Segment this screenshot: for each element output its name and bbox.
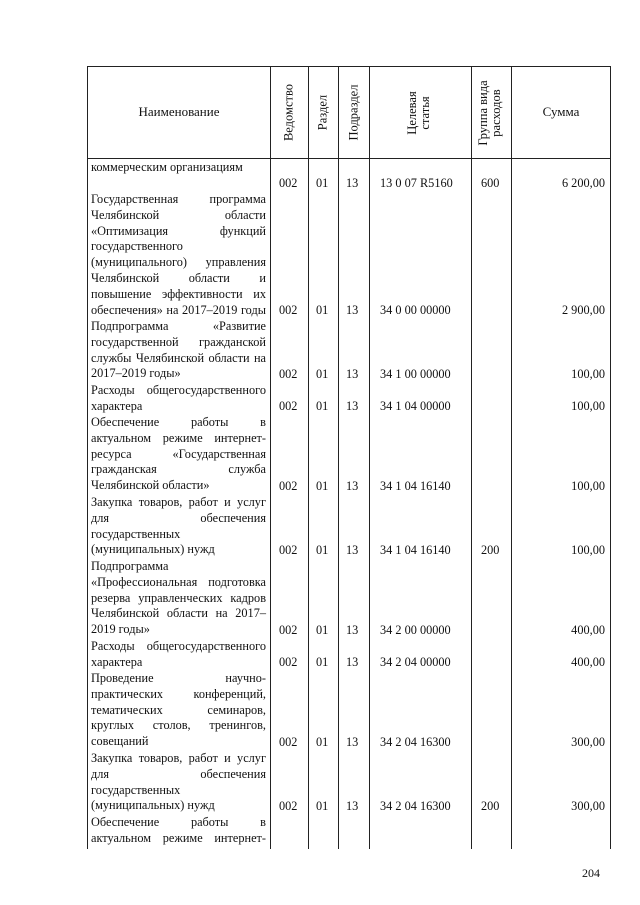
row-name: Закупка товаров, работ и услуг для обеспечения государственных (муниципальных) нужд bbox=[91, 751, 266, 813]
col-border-article bbox=[471, 66, 472, 849]
row-name: Подпрограмма «Развитие государственной гражданской службы Челябинской области на 2017–2019 годы» bbox=[91, 319, 266, 381]
row-name: Обеспечение работы в актуальном режиме интернет-ресурса «Государственная гражданская служба Челябинской области» bbox=[91, 415, 266, 493]
row-group: 200 bbox=[481, 543, 500, 557]
row-section: 01 bbox=[316, 655, 329, 669]
row-subsection: 13 bbox=[346, 399, 359, 413]
row-department: 002 bbox=[279, 735, 298, 749]
row-group: 600 bbox=[481, 176, 500, 190]
row-department: 002 bbox=[279, 479, 298, 493]
row-section: 01 bbox=[316, 367, 329, 381]
row-sum: 400,00 bbox=[571, 655, 605, 669]
row-sum: 400,00 bbox=[571, 623, 605, 637]
row-subsection: 13 bbox=[346, 623, 359, 637]
row-subsection: 13 bbox=[346, 367, 359, 381]
row-sum: 6 200,00 bbox=[561, 176, 605, 190]
row-sum: 100,00 bbox=[571, 367, 605, 381]
row-article: 34 2 04 16300 bbox=[380, 799, 451, 813]
row-section: 01 bbox=[316, 543, 329, 557]
row-subsection: 13 bbox=[346, 303, 359, 317]
row-subsection: 13 bbox=[346, 655, 359, 669]
row-department: 002 bbox=[279, 176, 298, 190]
row-article: 34 2 04 16300 bbox=[380, 735, 451, 749]
row-department: 002 bbox=[279, 655, 298, 669]
row-subsection: 13 bbox=[346, 799, 359, 813]
header-target-article bbox=[406, 69, 434, 157]
row-department: 002 bbox=[279, 399, 298, 413]
row-section: 01 bbox=[316, 479, 329, 493]
header-name: Наименование bbox=[138, 104, 220, 119]
header-section: Раздел bbox=[315, 94, 330, 131]
header-target-article-line2: статья bbox=[418, 96, 432, 130]
row-department: 002 bbox=[279, 799, 298, 813]
row-section: 01 bbox=[316, 799, 329, 813]
col-border-dept bbox=[308, 66, 309, 849]
row-article: 13 0 07 R5160 bbox=[380, 176, 453, 190]
row-name: коммерческим организациям bbox=[91, 160, 243, 174]
col-border-subsection bbox=[369, 66, 370, 849]
row-group: 200 bbox=[481, 799, 500, 813]
col-border-left bbox=[87, 66, 88, 849]
row-article: 34 2 00 00000 bbox=[380, 623, 451, 637]
row-name: Подпрограмма «Профессиональная подготовка резерва управленческих кадров Челябинской области на 2017–2019 годы» bbox=[91, 559, 266, 637]
col-border-section bbox=[338, 66, 339, 849]
row-department: 002 bbox=[279, 367, 298, 381]
row-section: 01 bbox=[316, 303, 329, 317]
row-sum: 100,00 bbox=[571, 479, 605, 493]
row-name: Расходы общегосударственного характера bbox=[91, 383, 266, 413]
row-section: 01 bbox=[316, 399, 329, 413]
row-sum: 100,00 bbox=[571, 399, 605, 413]
header-expense-group-line2: расходов bbox=[489, 89, 503, 137]
row-article: 34 1 04 00000 bbox=[380, 399, 451, 413]
header-target-article-line1: Целевая bbox=[405, 91, 419, 135]
row-sum: 300,00 bbox=[571, 799, 605, 813]
row-section: 01 bbox=[316, 735, 329, 749]
header-sum: Сумма bbox=[542, 104, 580, 119]
row-article: 34 0 00 00000 bbox=[380, 303, 451, 317]
row-subsection: 13 bbox=[346, 176, 359, 190]
row-article: 34 2 04 00000 bbox=[380, 655, 451, 669]
row-name: Проведение научно-практических конференций, тематических семинаров, круглых столов, тренингов, совещаний bbox=[91, 671, 266, 749]
row-subsection: 13 bbox=[346, 479, 359, 493]
row-article: 34 1 00 00000 bbox=[380, 367, 451, 381]
row-department: 002 bbox=[279, 543, 298, 557]
row-subsection: 13 bbox=[346, 735, 359, 749]
row-department: 002 bbox=[279, 303, 298, 317]
row-department: 002 bbox=[279, 623, 298, 637]
row-name: Государственная программа Челябинской области «Оптимизация функций государственного (муниципального) управления Челябинской области и повышение эффективности их обеспечения» на 2017–2019 годы bbox=[91, 192, 266, 317]
row-name: Закупка товаров, работ и услуг для обеспечения государственных (муниципальных) нужд bbox=[91, 495, 266, 557]
row-sum: 100,00 bbox=[571, 543, 605, 557]
col-border-name bbox=[270, 66, 271, 849]
header-expense-group bbox=[477, 69, 505, 157]
col-border-right bbox=[610, 66, 611, 849]
row-name: Расходы общегосударственного характера bbox=[91, 639, 266, 669]
table-top-border bbox=[87, 66, 611, 67]
page-number: 204 bbox=[582, 866, 600, 880]
row-article: 34 1 04 16140 bbox=[380, 543, 451, 557]
row-sum: 300,00 bbox=[571, 735, 605, 749]
row-name: Обеспечение работы в актуальном режиме интернет- bbox=[91, 815, 266, 845]
header-subsection: Подраздел bbox=[346, 84, 361, 141]
row-sum: 2 900,00 bbox=[561, 303, 605, 317]
header-bottom-border bbox=[87, 158, 611, 159]
header-department: Ведомство bbox=[281, 83, 296, 142]
row-section: 01 bbox=[316, 623, 329, 637]
row-article: 34 1 04 16140 bbox=[380, 479, 451, 493]
row-section: 01 bbox=[316, 176, 329, 190]
header-expense-group-line1: Группа вида bbox=[476, 80, 490, 146]
row-subsection: 13 bbox=[346, 543, 359, 557]
